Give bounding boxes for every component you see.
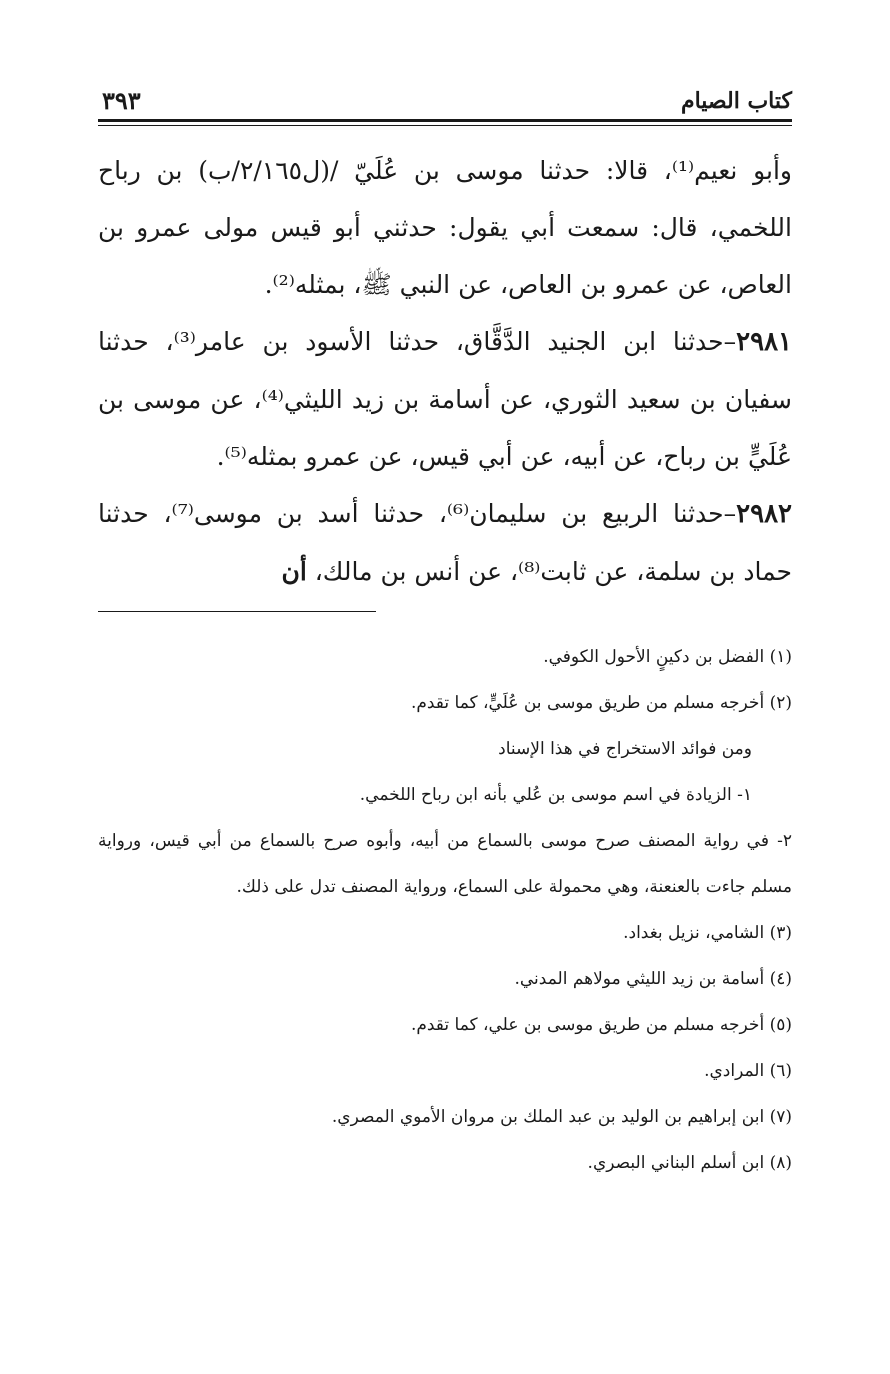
footnote-2: (٢) أخرجه مسلم من طريق موسى بن عُلَيٍّ، كما تقدم. — [410, 693, 792, 713]
paragraph-2981 — [98, 313, 792, 485]
chapter-title: كتاب الصيام — [680, 88, 792, 114]
footnote-8: (٨) ابن أسلم البناني البصري. — [587, 1153, 792, 1173]
footnote-6: (٦) المرادي. — [704, 1061, 792, 1081]
main-text — [98, 142, 792, 600]
footnote-4: (٤) أسامة بن زيد الليثي مولاهم المدني. — [514, 969, 792, 989]
footnote-separator — [98, 611, 376, 612]
footnote-2-point-2: ٢- في رواية المصنف صرح موسى بالسماع من أبيه، وأبوه صرح بالسماع من أبي قيس، ورواية مسلم جاءت بالعنعنة، وهي محمولة على السماع، ورواية المصنف تدل على ذلك. — [98, 831, 792, 897]
footnote-3: (٣) الشامي، نزيل بغداد. — [623, 923, 792, 943]
hadith-text-bold-end: أن — [281, 557, 307, 586]
paragraph-1: وأبو نعيم⁽¹⁾، قالا: حدثنا موسى بن عُلَيّ /(ل٢/١٦٥/ب) بن رباح اللخمي، قال: سمعت أبي يقول: حدثني أبو قيس مولى عمرو بن العاص، عن عمرو بن العاص، عن النبي ﷺ، بمثله⁽²⁾. — [98, 156, 792, 299]
hadith-number: ٢٩٨٢ — [736, 499, 792, 529]
hadith-text: –حدثنا الربيع بن سليمان⁽⁶⁾، حدثنا أسد بن موسى⁽⁷⁾، حدثنا حماد بن سلمة، عن ثابت⁽⁸⁾، عن أنس بن مالك، — [98, 499, 792, 586]
footnote-1: (١) الفضل بن دكينٍ الأحول الكوفي. — [543, 647, 792, 667]
header-rule-thin — [98, 125, 792, 126]
footnotes — [98, 634, 792, 1186]
hadith-text: –حدثنا ابن الجنيد الدَّقَّاق، حدثنا الأسود بن عامر⁽³⁾، حدثنا سفيان بن سعيد الثوري، عن أسامة بن زيد الليثي⁽⁴⁾، عن موسى بن عُلَيٍّ بن رباح، عن أبيه، عن أبي قيس، عن عمرو بمثله⁽⁵⁾. — [98, 327, 792, 471]
page-number: ٣٩٣ — [102, 86, 141, 115]
footnote-7: (٧) ابن إبراهيم بن الوليد بن عبد الملك بن مروان الأموي المصري. — [331, 1107, 792, 1127]
footnote-5: (٥) أخرجه مسلم من طريق موسى بن علي، كما تقدم. — [410, 1015, 792, 1035]
running-header — [98, 88, 792, 114]
paragraph-2982 — [98, 485, 792, 600]
footnote-2-heading: ومن فوائد الاستخراج في هذا الإسناد — [498, 739, 752, 759]
header-rule — [98, 119, 792, 122]
footnote-2-point-1: ١- الزيادة في اسم موسى بن عُلي بأنه ابن رباح اللخمي. — [359, 785, 752, 805]
hadith-number: ٢٩٨١ — [736, 327, 792, 357]
